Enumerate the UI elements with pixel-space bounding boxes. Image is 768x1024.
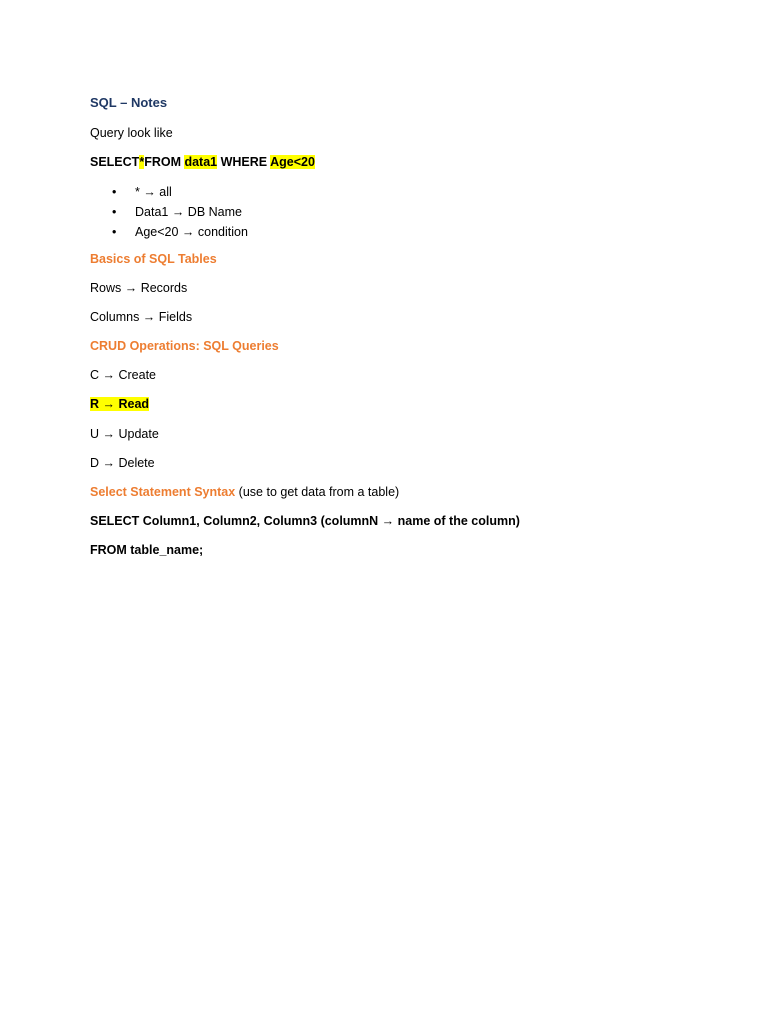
- syntax-line-1: SELECT Column1, Column2, Column3 (columnN → name of the column): [90, 514, 520, 528]
- bullet-icon: •: [112, 185, 117, 199]
- query-condition: Age<20: [270, 155, 315, 169]
- select-syntax-heading: Select Statement Syntax: [90, 485, 236, 499]
- columns-line: Columns → Fields: [90, 310, 193, 324]
- rows-line: Rows → Records: [90, 281, 188, 295]
- bullet-icon: •: [112, 205, 117, 219]
- example-query: [90, 154, 315, 170]
- list-item-text: * → all: [135, 185, 172, 199]
- crud-read-line: [90, 396, 149, 412]
- crud-heading: CRUD Operations: SQL Queries: [90, 339, 279, 353]
- crud-create: C → Create: [90, 368, 156, 382]
- page-title: SQL – Notes: [90, 95, 168, 110]
- query-where: WHERE: [217, 155, 271, 169]
- select-syntax-note: (use to get data from a table): [235, 485, 400, 499]
- list-item: [90, 182, 248, 202]
- intro-text: Query look like: [90, 126, 173, 140]
- query-table: data1: [184, 155, 218, 169]
- crud-read: R → Read: [90, 397, 150, 411]
- query-explanation-list: [90, 182, 248, 242]
- crud-delete: D → Delete: [90, 456, 155, 470]
- query-from: FROM: [144, 155, 185, 169]
- basics-heading: Basics of SQL Tables: [90, 252, 217, 266]
- query-select: SELECT: [90, 155, 140, 169]
- list-item: [90, 222, 248, 242]
- select-syntax-heading-line: [90, 484, 399, 500]
- syntax-line-2: FROM table_name;: [90, 543, 204, 557]
- list-item: [90, 202, 248, 222]
- crud-update: U → Update: [90, 427, 159, 441]
- bullet-icon: •: [112, 225, 117, 239]
- list-item-text: Age<20 → condition: [135, 225, 248, 239]
- query-star: *: [139, 155, 145, 169]
- list-item-text: Data1 → DB Name: [135, 205, 242, 219]
